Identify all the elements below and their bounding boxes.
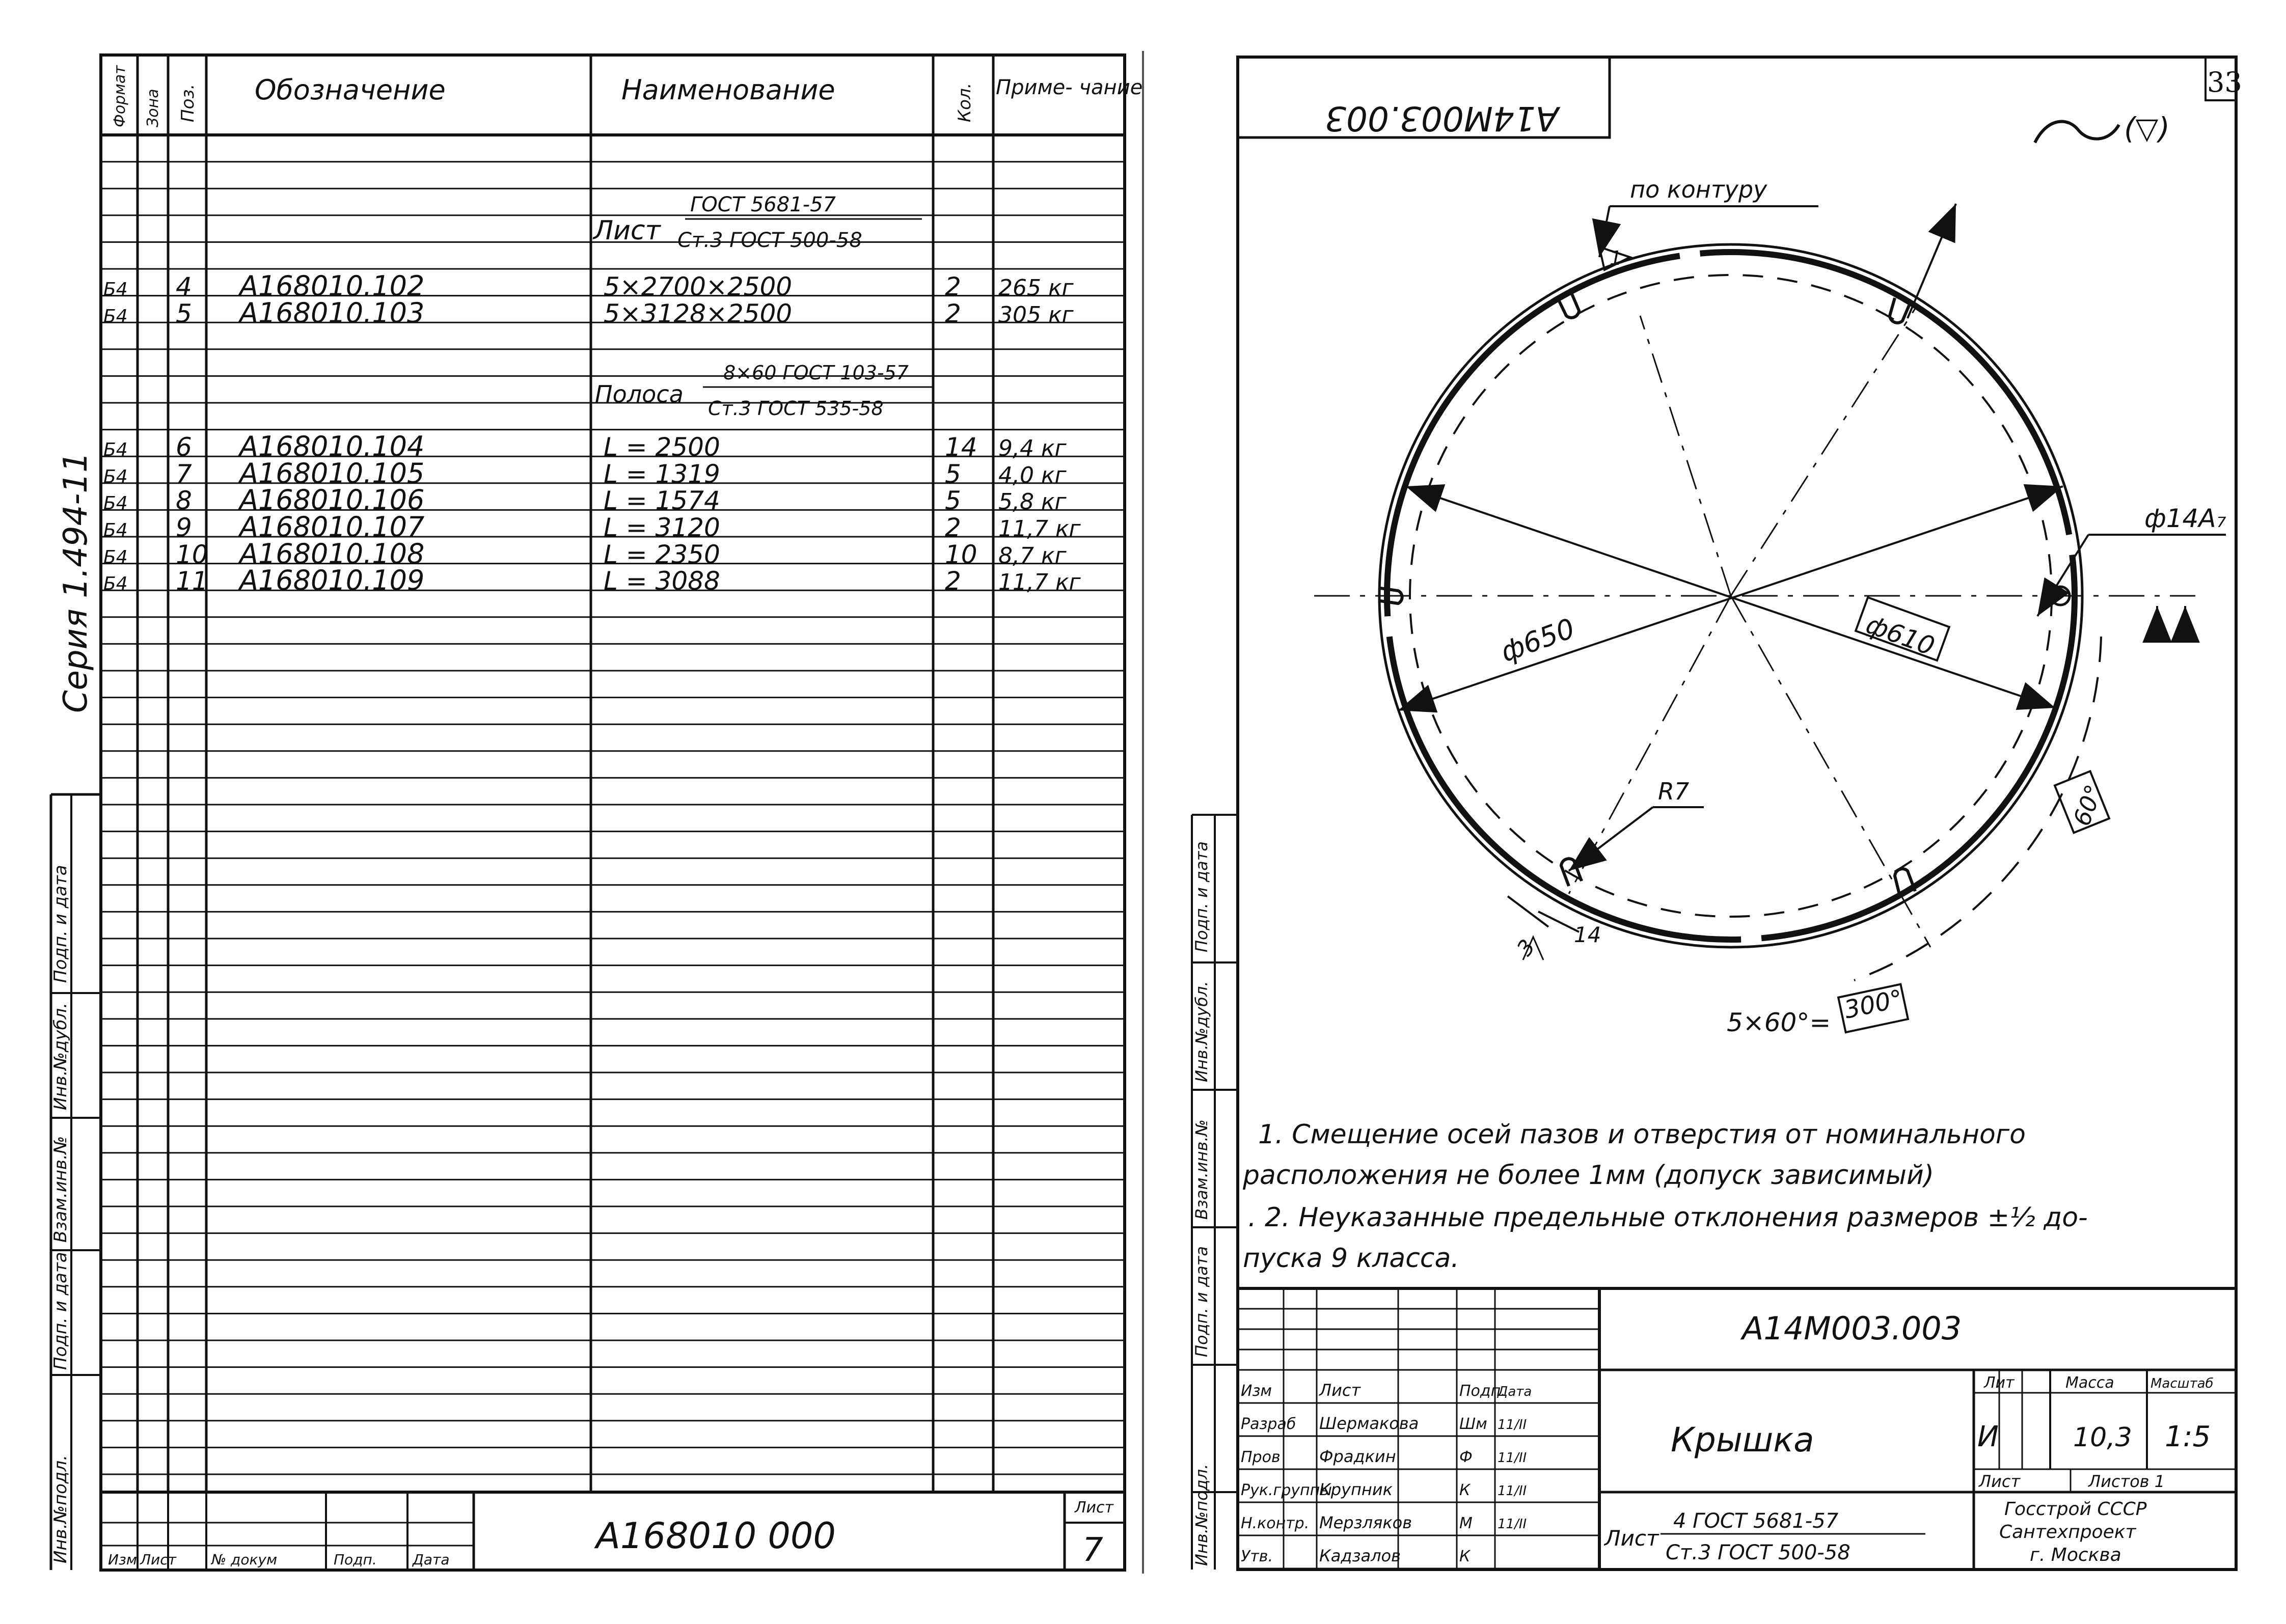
spec-cell-pos: 11: [176, 566, 208, 596]
spec-cell-name: L = 2500: [604, 432, 720, 462]
org-line-2: Сантехпроект: [1999, 1522, 2136, 1543]
org-line-1: Госстрой СССР: [2004, 1499, 2147, 1520]
role-row: [1241, 1546, 1471, 1565]
drawing-title-block: [1238, 1288, 2236, 1570]
spec-cell-pos: 6: [176, 432, 192, 462]
technical-notes: [1242, 1119, 2088, 1274]
material-top: 4 ГОСТ 5681-57: [1673, 1509, 1839, 1533]
spec-table-rows: [103, 270, 1081, 596]
dim-angle: 60°: [2067, 781, 2108, 830]
sheet-label: Лист: [1979, 1472, 2021, 1491]
tb-col-list: Лист: [140, 1551, 176, 1568]
spec-cell-format: Б4: [103, 547, 128, 568]
spec-cell-name: 5×2700×2500: [604, 272, 793, 301]
side-label-4: Подп. и дата: [50, 1252, 71, 1370]
spec-title-block: [101, 1492, 1125, 1570]
role-cell-date: Дата: [1498, 1384, 1532, 1399]
spec-cell-note: 4,0 кг: [998, 462, 1067, 488]
note-contour-mark: 1: [1610, 247, 1622, 269]
roughness-symbol: (▽): [2124, 111, 2170, 146]
spec-cell-note: 5,8 кг: [998, 489, 1067, 515]
drawing-side-label-2: Инв.№дубл.: [1192, 981, 1211, 1082]
material-label: Лист: [1604, 1526, 1659, 1551]
part-name: Крышка: [1671, 1420, 1814, 1460]
spec-cell-pos: 9: [176, 513, 192, 542]
mass-header: Масса: [2065, 1374, 2114, 1392]
dim-slot-width: 14: [1574, 922, 1601, 947]
spec-cell-designation: А168010.105: [239, 457, 425, 489]
role-cell-name: Лист: [1319, 1381, 1361, 1400]
role-cell-role: Пров: [1241, 1448, 1281, 1466]
spec-cell-format: Б4: [103, 493, 128, 514]
spec-cell-qty: 2: [945, 513, 961, 542]
role-cell-name: Фрадкин: [1319, 1447, 1396, 1466]
spec-cell-pos: 10: [176, 540, 208, 569]
spec-cell-format: Б4: [103, 520, 128, 541]
role-cell-name: Мерзляков: [1319, 1513, 1412, 1532]
role-cell-date: 11/II: [1498, 1450, 1527, 1466]
spec-cell-format: Б4: [103, 306, 128, 327]
spec-row-lines: [101, 135, 1125, 1474]
tb-col-date: Дата: [413, 1551, 450, 1568]
spec-cell-name: L = 3088: [604, 566, 720, 596]
group-spec-bottom: Ст.3 ГОСТ 535-58: [708, 397, 884, 420]
scale-header: Масштаб: [2151, 1376, 2214, 1391]
note-line-3: . 2. Неуказанные предельные отклонения размеров ±½ до-: [1248, 1202, 2088, 1233]
mirrored-stamp: [1325, 99, 1561, 138]
spec-cell-pos: 8: [176, 486, 192, 515]
spec-cell-designation: А168010.106: [239, 484, 425, 516]
role-row: [1241, 1414, 1527, 1433]
role-cell-name: Шермакова: [1319, 1414, 1419, 1433]
role-cell-sign: К: [1459, 1481, 1471, 1499]
header-designation: Обозначение: [255, 74, 446, 106]
spec-cell-pos: 4: [176, 272, 192, 301]
role-cell-date: 11/II: [1498, 1517, 1527, 1532]
series-label: Серия 1.494-11: [57, 452, 95, 713]
spec-cell-format: Б4: [103, 466, 128, 487]
role-cell-sign: К: [1459, 1548, 1471, 1565]
role-cell-sign: М: [1459, 1515, 1473, 1532]
spec-cell-name: L = 3120: [604, 513, 720, 542]
group-spec-bottom: Ст.3 ГОСТ 500-58: [677, 229, 862, 252]
spec-cell-pos: 7: [176, 459, 192, 489]
tb-col-doc: № докум: [211, 1551, 278, 1568]
material-bottom: Ст.3 ГОСТ 500-58: [1666, 1541, 1850, 1564]
role-cell-sign: Подп.: [1459, 1382, 1506, 1400]
spec-cell-designation: А168010.102: [239, 270, 425, 302]
role-cell-role: Н.контр.: [1241, 1515, 1310, 1532]
spec-cell-qty: 14: [945, 432, 977, 462]
group-spec-top: 8×60 ГОСТ 103-57: [723, 362, 909, 384]
spec-cell-qty: 10: [945, 540, 977, 569]
spec-cell-designation: А168010.104: [239, 430, 425, 462]
drawing-side-label-1: Подп. и дата: [1192, 841, 1211, 952]
spec-cell-note: 265 кг: [998, 275, 1074, 301]
role-row: [1241, 1381, 1532, 1400]
group-spec-top: ГОСТ 5681-57: [690, 193, 836, 216]
spec-cell-designation: А168010.107: [239, 511, 425, 543]
tb-col-izm: Изм: [108, 1551, 137, 1568]
role-cell-date: 11/II: [1498, 1483, 1527, 1499]
spec-cell-qty: 5: [945, 486, 961, 515]
role-cell-role: Разраб: [1241, 1415, 1296, 1433]
header-name: Наименование: [621, 74, 835, 106]
sheets-label: Листов 1: [2088, 1472, 2165, 1491]
roughness-icon: [2035, 122, 2119, 143]
note-hole: ф14А₇: [2144, 504, 2226, 533]
dim-slot-depth: 3: [1512, 934, 1540, 960]
spec-cell-designation: А168010.109: [239, 564, 425, 596]
role-cell-sign: Ф: [1459, 1448, 1473, 1466]
note-line-1: 1. Смещение осей пазов и отверстия от номинального: [1258, 1119, 2026, 1150]
role-cell-name: Крупник: [1319, 1480, 1393, 1499]
role-cell-role: Изм: [1241, 1382, 1272, 1400]
spec-cell-note: 11,7 кг: [998, 569, 1081, 595]
side-label-5: Инв.№подл.: [50, 1455, 71, 1563]
spec-cell-name: L = 2350: [604, 540, 720, 569]
spec-cell-designation: А168010.103: [239, 297, 425, 329]
spec-cell-format: Б4: [103, 573, 128, 594]
drawing-side-label-5: Инв.№подл.: [1192, 1464, 1211, 1566]
drawing-side-label-4: Подп. и дата: [1192, 1246, 1211, 1357]
group-title: Лист: [593, 215, 661, 246]
role-row: [1241, 1480, 1527, 1499]
specification-sheet: [50, 55, 1142, 1570]
lit-value: И: [1977, 1420, 1999, 1453]
side-label-1: Подп. и дата: [50, 865, 71, 983]
group-sheet-steel: [592, 193, 922, 252]
group-title: Полоса: [595, 380, 684, 408]
dim-inner-diameter: ф610: [1862, 609, 1939, 662]
header-zone: Зона: [144, 89, 162, 127]
spec-cell-qty: 2: [945, 272, 961, 301]
spec-cell-format: Б4: [103, 439, 128, 460]
spec-cell-name: L = 1574: [604, 486, 720, 515]
role-cell-date: 11/II: [1498, 1417, 1527, 1433]
spec-cell-note: 11,7 кг: [998, 516, 1081, 542]
header-pos: Поз.: [178, 84, 198, 122]
group-strip-steel: [595, 362, 932, 420]
spec-cell-designation: А168010.108: [239, 538, 425, 570]
mirrored-stamp-text: А14М003.003: [1324, 99, 1559, 138]
dim-angle-total: 300°: [1841, 984, 1906, 1025]
side-label-3: Взам.инв.№: [50, 1136, 71, 1243]
dim-radius: R7: [1658, 778, 1690, 805]
lit-header: Лит: [1984, 1374, 2015, 1392]
drawing-side-label-3: Взам.инв.№: [1192, 1119, 1211, 1220]
page-number: 33: [2207, 66, 2242, 98]
note-line-2: расположения не более 1мм (допуск зависимый): [1243, 1160, 1935, 1191]
tb-col-sign: Подп.: [334, 1551, 377, 1568]
header-qty: Кол.: [955, 82, 975, 122]
part-drawing-sheet: [1192, 57, 2242, 1570]
spec-sheet-label: Лист: [1075, 1499, 1114, 1517]
role-cell-role: Рук.группы: [1241, 1481, 1332, 1499]
header-format: Формат: [111, 65, 129, 127]
title-block-roles: [1238, 1309, 1599, 1568]
spec-cell-qty: 5: [945, 459, 961, 489]
spec-cell-format: Б4: [103, 279, 128, 300]
spec-cell-pos: 5: [176, 299, 192, 328]
spec-row: [103, 297, 1074, 329]
spec-cell-note: 8,7 кг: [998, 543, 1067, 569]
scale-value: 1:5: [2165, 1420, 2211, 1453]
spec-designation: А168010 000: [596, 1515, 836, 1557]
note-line-4: пуска 9 класса.: [1243, 1243, 1459, 1274]
spec-cell-note: 305 кг: [998, 302, 1074, 328]
dim-outer-diameter: ф650: [1496, 612, 1579, 669]
spec-sheet-number: 7: [1082, 1531, 1103, 1569]
spec-cell-qty: 2: [945, 566, 961, 596]
mass-value: 10,3: [2073, 1422, 2132, 1453]
side-label-2: Инв.№дубл.: [50, 1002, 71, 1110]
part-drawing: [1314, 176, 2226, 1037]
role-cell-sign: Шм: [1459, 1415, 1487, 1433]
header-note: Приме- чание: [996, 76, 1143, 99]
spec-cell-note: 9,4 кг: [998, 435, 1067, 461]
part-designation: А14М003.003: [1742, 1310, 1962, 1347]
org-line-3: г. Москва: [2030, 1545, 2121, 1565]
spec-cell-name: 5×3128×2500: [604, 299, 793, 328]
dim-angle-total-prefix: 5×60°=: [1727, 1008, 1831, 1037]
role-cell-role: Утв.: [1241, 1548, 1273, 1565]
spec-cell-qty: 2: [945, 299, 961, 328]
role-row: [1241, 1513, 1527, 1532]
spec-cell-name: L = 1319: [604, 459, 720, 489]
note-contour: по контуру: [1630, 176, 1767, 203]
spec-row: [103, 564, 1081, 596]
role-cell-name: Кадзалов: [1319, 1546, 1401, 1565]
